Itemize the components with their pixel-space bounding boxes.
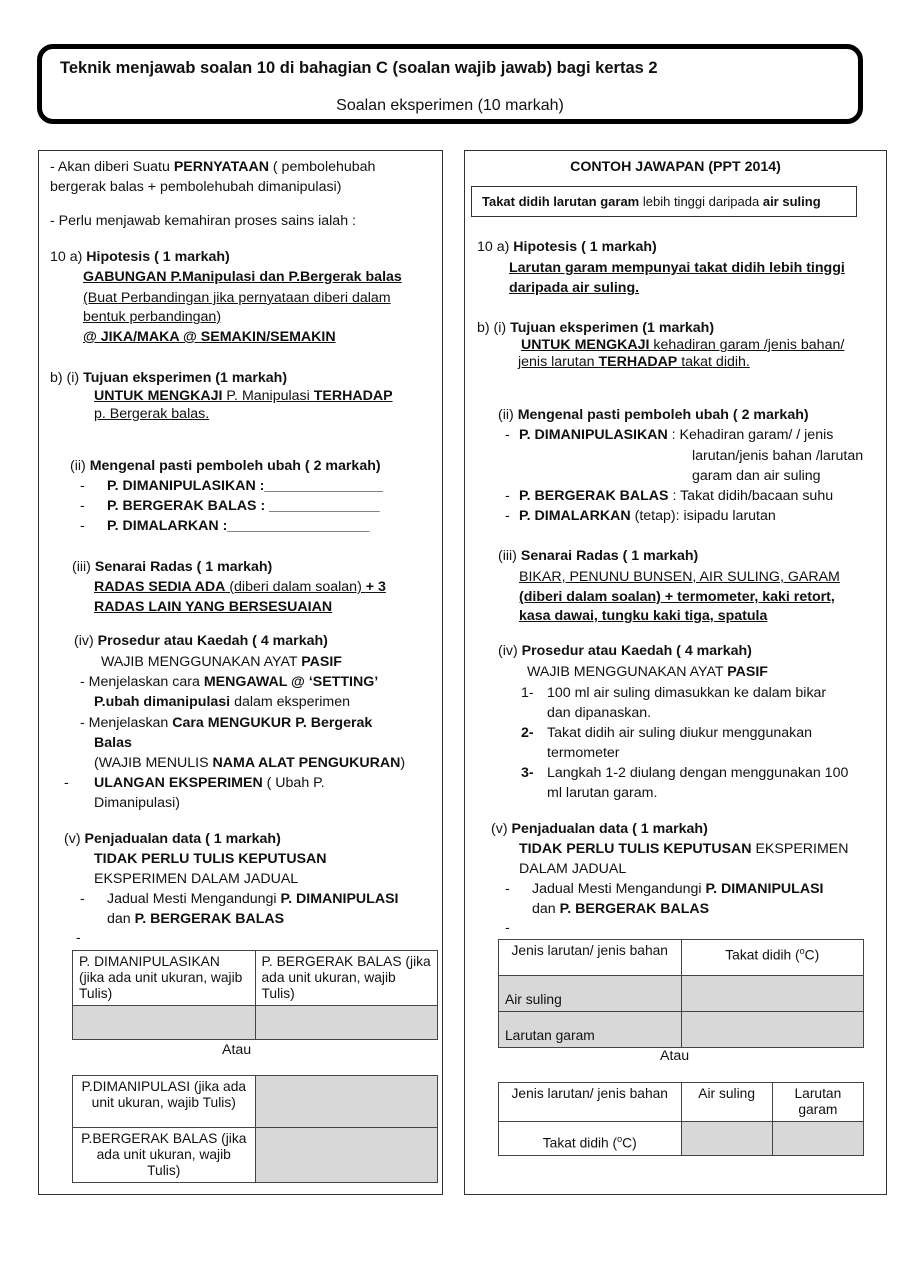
- right-step1-num: 1-: [521, 685, 534, 701]
- right-pembolehubah-dash3: -: [505, 508, 510, 524]
- page-title: Teknik menjawab soalan 10 di bahagian C (soalan wajib jawab) bagi kertas 2: [60, 59, 658, 77]
- right-table-1-cell-2: [681, 1012, 864, 1048]
- right-table-2-header-3: Larutan garam: [772, 1083, 863, 1122]
- left-table-2: [72, 1075, 438, 1183]
- left-intro-line3: - Perlu menjawab kemahiran proses sains ialah :: [50, 213, 356, 229]
- right-table-2-header-2: Air suling: [681, 1083, 772, 1122]
- right-hipotesis-heading: 10 a) Hipotesis ( 1 markah): [477, 239, 657, 255]
- left-prosedur-line1: WAJIB MENGGUNAKAN AYAT PASIF: [101, 654, 342, 670]
- left-jadual-dash2: -: [76, 930, 81, 946]
- left-table-2-cell-1: [255, 1076, 438, 1128]
- right-jadual-line3: Jadual Mesti Mengandungi P. DIMANIPULASI: [532, 881, 824, 897]
- right-jadual-line1: TIDAK PERLU TULIS KEPUTUSAN EKSPERIMEN: [519, 841, 849, 857]
- left-table-1: [72, 950, 438, 1040]
- right-table-1-row-1: Air suling: [499, 976, 682, 1012]
- left-tujuan-heading: b) (i) Tujuan eksperimen (1 markah): [50, 370, 288, 386]
- left-table-1-cell-1: [73, 1006, 256, 1040]
- left-pembolehubah-heading: (ii) Mengenal pasti pemboleh ubah ( 2 markah): [70, 458, 381, 474]
- right-table-1-header-2: Takat didih ($^o$C): [681, 940, 864, 976]
- header-box: [37, 44, 863, 124]
- right-radas-heading: (iii) Senarai Radas ( 1 markah): [498, 548, 699, 564]
- left-jadual-line4: dan P. BERGERAK BALAS: [107, 911, 285, 927]
- right-radas-line3: kasa dawai, tungku kaki tiga, spatula: [519, 608, 768, 624]
- left-hipotesis-line4: @ JIKA/MAKA @ SEMAKIN/SEMAKIN: [83, 329, 336, 345]
- right-pembolehubah-line1: P. DIMANIPULASIKAN : Kehadiran garam/ / jenis: [519, 427, 834, 443]
- left-jadual-line3: Jadual Mesti Mengandungi P. DIMANIPULASI: [107, 891, 399, 907]
- right-atau: Atau: [660, 1048, 690, 1064]
- right-tujuan-line1: UNTUK MENGKAJI kehadiran garam /jenis bahan/: [521, 337, 845, 353]
- right-step2-line1: Takat didih air suling diukur menggunakan: [547, 725, 812, 741]
- right-jadual-line4: dan P. BERGERAK BALAS: [532, 901, 710, 917]
- left-table-2-row-2: P.BERGERAK BALAS (jika ada unit ukuran, wajib Tulis): [73, 1128, 256, 1183]
- left-pembolehubah-line1: P. DIMANIPULASIKAN :_______________: [107, 478, 383, 494]
- right-tujuan-heading: b) (i) Tujuan eksperimen (1 markah): [477, 320, 715, 336]
- right-title: CONTOH JAWAPAN (PPT 2014): [570, 159, 781, 175]
- right-pembolehubah-dash1: -: [505, 427, 510, 443]
- right-radas-line2: (diberi dalam soalan) + termometer, kaki retort,: [519, 589, 835, 605]
- page-subtitle: Soalan eksperimen (10 markah): [336, 97, 564, 114]
- right-jadual-dash2: -: [505, 920, 510, 936]
- left-jadual-dash: -: [80, 891, 85, 907]
- left-table-2-cell-2: [255, 1128, 438, 1183]
- left-jadual-line2: EKSPERIMEN DALAM JADUAL: [94, 871, 299, 887]
- right-pembolehubah-line1b: larutan/jenis bahan /larutan: [692, 448, 864, 464]
- left-intro-line2: bergerak balas + pembolehubah dimanipulasi): [50, 179, 342, 195]
- left-jadual-line1: TIDAK PERLU TULIS KEPUTUSAN: [94, 851, 327, 867]
- left-atau: Atau: [222, 1042, 252, 1058]
- left-table-2-row-1: P.DIMANIPULASI (jika ada unit ukuran, wajib Tulis): [73, 1076, 256, 1128]
- left-intro-line1: - Akan diberi Suatu PERNYATAAN ( pembolehubah: [50, 159, 376, 175]
- left-table-1-header-1: P. DIMANIPULASIKAN (jika ada unit ukuran, wajib Tulis): [73, 951, 256, 1006]
- right-step2-line2: termometer: [547, 745, 620, 761]
- right-step3-line1: Langkah 1-2 diulang dengan menggunakan 100: [547, 765, 849, 781]
- right-pembolehubah-heading: (ii) Mengenal pasti pemboleh ubah ( 2 markah): [498, 407, 809, 423]
- left-tujuan-line1: UNTUK MENGKAJI P. Manipulasi TERHADAP: [94, 388, 393, 404]
- left-prosedur-line8: Dimanipulasi): [94, 795, 180, 811]
- left-radas-line1: RADAS SEDIA ADA (diberi dalam soalan) + 3: [94, 579, 386, 595]
- right-radas-line1: BIKAR, PENUNU BUNSEN, AIR SULING, GARAM: [519, 569, 840, 585]
- right-prosedur-line1: WAJIB MENGGUNAKAN AYAT PASIF: [527, 664, 768, 680]
- right-table-1-row-2: Larutan garam: [499, 1012, 682, 1048]
- left-prosedur-line2: - Menjelaskan cara MENGAWAL @ ‘SETTING’: [80, 674, 379, 690]
- right-prosedur-heading: (iv) Prosedur atau Kaedah ( 4 markah): [498, 643, 752, 659]
- left-tujuan-line2: p. Bergerak balas.: [94, 406, 210, 422]
- left-pembolehubah-dash1: -: [80, 478, 85, 494]
- right-table-1-header-1: Jenis larutan/ jenis bahan: [499, 940, 682, 976]
- right-step3-num: 3-: [521, 765, 534, 781]
- left-pembolehubah-line2: P. BERGERAK BALAS : ______________: [107, 498, 380, 514]
- left-prosedur-line3: P.ubah dimanipulasi dalam eksperimen: [94, 694, 350, 710]
- right-pembolehubah-line1c: garam dan air suling: [692, 468, 821, 484]
- right-table-2-header-1: Jenis larutan/ jenis bahan: [499, 1083, 682, 1122]
- right-pembolehubah-line2: P. BERGERAK BALAS : Takat didih/bacaan suhu: [519, 488, 834, 504]
- right-table-1-cell-1: [681, 976, 864, 1012]
- left-prosedur-heading: (iv) Prosedur atau Kaedah ( 4 markah): [74, 633, 328, 649]
- right-hipotesis-line2: daripada air suling.: [509, 280, 640, 296]
- left-hipotesis-heading: 10 a) Hipotesis ( 1 markah): [50, 249, 230, 265]
- statement-text: Takat didih larutan garam lebih tinggi daripada air suling: [482, 194, 821, 209]
- right-jadual-line2: DALAM JADUAL: [519, 861, 627, 877]
- right-step2-num: 2-: [521, 725, 534, 741]
- left-jadual-heading: (v) Penjadualan data ( 1 markah): [64, 831, 281, 847]
- left-pembolehubah-line3: P. DIMALARKAN :__________________: [107, 518, 370, 534]
- right-hipotesis-line1: Larutan garam mempunyai takat didih lebih tinggi: [509, 260, 845, 276]
- left-prosedur-dash: -: [64, 775, 69, 791]
- left-prosedur-line7: ULANGAN EKSPERIMEN ( Ubah P.: [94, 775, 325, 791]
- left-radas-heading: (iii) Senarai Radas ( 1 markah): [72, 559, 273, 575]
- right-pembolehubah-line3: P. DIMALARKAN (tetap): isipadu larutan: [519, 508, 776, 524]
- right-step1-line1: 100 ml air suling dimasukkan ke dalam bikar: [547, 685, 827, 701]
- left-hipotesis-line1: GABUNGAN P.Manipulasi dan P.Bergerak balas: [83, 269, 402, 285]
- right-step1-line2: dan dipanaskan.: [547, 705, 652, 721]
- left-radas-line2: RADAS LAIN YANG BERSESUAIAN: [94, 599, 333, 615]
- left-prosedur-line6: (WAJIB MENULIS NAMA ALAT PENGUKURAN): [94, 755, 406, 771]
- right-step3-line2: ml larutan garam.: [547, 785, 658, 801]
- right-tujuan-line2: jenis larutan TERHADAP takat didih.: [518, 354, 750, 370]
- right-jadual-heading: (v) Penjadualan data ( 1 markah): [491, 821, 708, 837]
- right-pembolehubah-dash2: -: [505, 488, 510, 504]
- left-hipotesis-line3: bentuk perbandingan): [83, 309, 222, 325]
- right-jadual-dash: -: [505, 881, 510, 897]
- left-prosedur-line5: Balas: [94, 735, 132, 751]
- left-hipotesis-line2: (Buat Perbandingan jika pernyataan diberi dalam: [83, 290, 391, 306]
- left-table-1-cell-2: [255, 1006, 438, 1040]
- right-table-2-row-1: Takat didih ($^o$C): [499, 1122, 682, 1156]
- left-pembolehubah-dash2: -: [80, 498, 85, 514]
- right-table-2-cell-2: [772, 1122, 863, 1156]
- right-table-2-cell-1: [681, 1122, 772, 1156]
- right-table-1: [498, 939, 864, 1048]
- right-table-2: [498, 1082, 864, 1156]
- left-table-1-header-2: P. BERGERAK BALAS (jika ada unit ukuran, wajib Tulis): [255, 951, 438, 1006]
- left-prosedur-line4: - Menjelaskan Cara MENGUKUR P. Bergerak: [80, 715, 373, 731]
- left-pembolehubah-dash3: -: [80, 518, 85, 534]
